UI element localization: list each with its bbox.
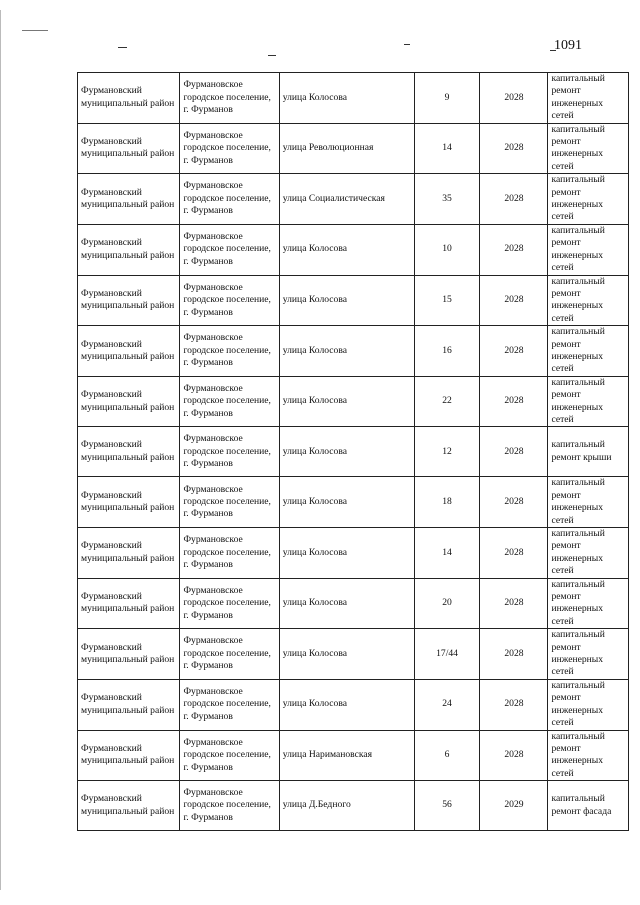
scan-mark-dash-3 <box>404 44 410 45</box>
cell-house-number: 9 <box>414 73 480 124</box>
cell-house-number: 6 <box>414 730 480 781</box>
cell-work-type: капитальный ремонт инженерных сетей <box>548 73 629 124</box>
table-row <box>78 528 629 579</box>
cell-district: Фурмановский муниципальный район <box>78 528 180 579</box>
cell-street: улица Колосова <box>279 679 414 730</box>
cell-year: 2028 <box>480 427 548 477</box>
table-row <box>78 781 629 831</box>
table-row <box>78 477 629 528</box>
cell-year: 2028 <box>480 73 548 124</box>
cell-year: 2028 <box>480 730 548 781</box>
cell-street: улица Колосова <box>279 427 414 477</box>
cell-district: Фурмановский муниципальный район <box>78 477 180 528</box>
cell-street: улица Колосова <box>279 224 414 275</box>
cell-district: Фурмановский муниципальный район <box>78 224 180 275</box>
cell-settlement: Фурмановское городское поселение, г. Фурманов <box>180 123 279 174</box>
scan-mark-dash-2 <box>268 55 276 56</box>
cell-street: улица Колосова <box>279 629 414 680</box>
cell-district: Фурмановский муниципальный район <box>78 123 180 174</box>
cell-work-type: капитальный ремонт инженерных сетей <box>548 730 629 781</box>
cell-settlement: Фурмановское городское поселение, г. Фурманов <box>180 427 279 477</box>
cell-work-type: капитальный ремонт инженерных сетей <box>548 275 629 326</box>
cell-work-type: капитальный ремонт инженерных сетей <box>548 376 629 427</box>
cell-settlement: Фурмановское городское поселение, г. Фурманов <box>180 679 279 730</box>
cell-work-type: капитальный ремонт инженерных сетей <box>548 477 629 528</box>
table-row <box>78 679 629 730</box>
cell-settlement: Фурмановское городское поселение, г. Фурманов <box>180 781 279 831</box>
table-row <box>78 275 629 326</box>
cell-house-number: 17/44 <box>414 629 480 680</box>
cell-house-number: 14 <box>414 528 480 579</box>
cell-settlement: Фурмановское городское поселение, г. Фурманов <box>180 730 279 781</box>
table-row <box>78 730 629 781</box>
cell-work-type: капитальный ремонт фасада <box>548 781 629 831</box>
cell-year: 2028 <box>480 578 548 629</box>
cell-work-type: капитальный ремонт инженерных сетей <box>548 578 629 629</box>
cell-house-number: 15 <box>414 275 480 326</box>
cell-street: улица Колосова <box>279 578 414 629</box>
cell-district: Фурмановский муниципальный район <box>78 275 180 326</box>
cell-year: 2028 <box>480 376 548 427</box>
cell-street: улица Революционная <box>279 123 414 174</box>
cell-house-number: 10 <box>414 224 480 275</box>
cell-work-type: капитальный ремонт инженерных сетей <box>548 123 629 174</box>
cell-house-number: 18 <box>414 477 480 528</box>
cell-house-number: 56 <box>414 781 480 831</box>
cell-house-number: 24 <box>414 679 480 730</box>
table-row <box>78 174 629 225</box>
cell-settlement: Фурмановское городское поселение, г. Фурманов <box>180 224 279 275</box>
table-row <box>78 376 629 427</box>
cell-district: Фурмановский муниципальный район <box>78 376 180 427</box>
cell-street: улица Колосова <box>279 376 414 427</box>
cell-district: Фурмановский муниципальный район <box>78 578 180 629</box>
cell-street: улица Колосова <box>279 73 414 124</box>
cell-settlement: Фурмановское городское поселение, г. Фурманов <box>180 376 279 427</box>
table-row <box>78 427 629 477</box>
table-row <box>78 578 629 629</box>
scan-mark-left <box>0 10 1 890</box>
scan-mark-dash-1 <box>118 47 127 48</box>
cell-house-number: 12 <box>414 427 480 477</box>
cell-district: Фурмановский муниципальный район <box>78 427 180 477</box>
cell-year: 2028 <box>480 629 548 680</box>
cell-house-number: 22 <box>414 376 480 427</box>
cell-street: улица Колосова <box>279 528 414 579</box>
cell-street: улица Колосова <box>279 477 414 528</box>
cell-settlement: Фурмановское городское поселение, г. Фурманов <box>180 275 279 326</box>
cell-year: 2028 <box>480 326 548 377</box>
cell-settlement: Фурмановское городское поселение, г. Фурманов <box>180 578 279 629</box>
table-row <box>78 224 629 275</box>
cell-district: Фурмановский муниципальный район <box>78 730 180 781</box>
cell-settlement: Фурмановское городское поселение, г. Фурманов <box>180 629 279 680</box>
cell-work-type: капитальный ремонт инженерных сетей <box>548 528 629 579</box>
cell-district: Фурмановский муниципальный район <box>78 679 180 730</box>
cell-settlement: Фурмановское городское поселение, г. Фурманов <box>180 326 279 377</box>
cell-settlement: Фурмановское городское поселение, г. Фурманов <box>180 73 279 124</box>
repair-schedule-table <box>77 72 629 831</box>
table-row <box>78 73 629 124</box>
cell-work-type: капитальный ремонт крыши <box>548 427 629 477</box>
cell-district: Фурмановский муниципальный район <box>78 73 180 124</box>
cell-settlement: Фурмановское городское поселение, г. Фурманов <box>180 477 279 528</box>
cell-district: Фурмановский муниципальный район <box>78 326 180 377</box>
table-body <box>78 73 629 831</box>
cell-work-type: капитальный ремонт инженерных сетей <box>548 326 629 377</box>
table-row <box>78 629 629 680</box>
cell-year: 2029 <box>480 781 548 831</box>
cell-street: улица Д.Бедного <box>279 781 414 831</box>
cell-district: Фурмановский муниципальный район <box>78 781 180 831</box>
scan-mark-top <box>22 30 48 31</box>
cell-settlement: Фурмановское городское поселение, г. Фурманов <box>180 528 279 579</box>
cell-street: улица Колосова <box>279 326 414 377</box>
cell-work-type: капитальный ремонт инженерных сетей <box>548 629 629 680</box>
page-number: 1091 <box>554 38 582 53</box>
cell-work-type: капитальный ремонт инженерных сетей <box>548 174 629 225</box>
cell-year: 2028 <box>480 528 548 579</box>
cell-street: улица Наримановская <box>279 730 414 781</box>
cell-street: улица Колосова <box>279 275 414 326</box>
cell-house-number: 14 <box>414 123 480 174</box>
table-row <box>78 326 629 377</box>
cell-year: 2028 <box>480 174 548 225</box>
cell-settlement: Фурмановское городское поселение, г. Фурманов <box>180 174 279 225</box>
cell-house-number: 35 <box>414 174 480 225</box>
cell-year: 2028 <box>480 123 548 174</box>
cell-work-type: капитальный ремонт инженерных сетей <box>548 679 629 730</box>
cell-year: 2028 <box>480 477 548 528</box>
cell-year: 2028 <box>480 224 548 275</box>
table-row <box>78 123 629 174</box>
cell-street: улица Социалистическая <box>279 174 414 225</box>
cell-year: 2028 <box>480 275 548 326</box>
cell-house-number: 20 <box>414 578 480 629</box>
cell-work-type: капитальный ремонт инженерных сетей <box>548 224 629 275</box>
cell-district: Фурмановский муниципальный район <box>78 174 180 225</box>
cell-year: 2028 <box>480 679 548 730</box>
cell-house-number: 16 <box>414 326 480 377</box>
cell-district: Фурмановский муниципальный район <box>78 629 180 680</box>
